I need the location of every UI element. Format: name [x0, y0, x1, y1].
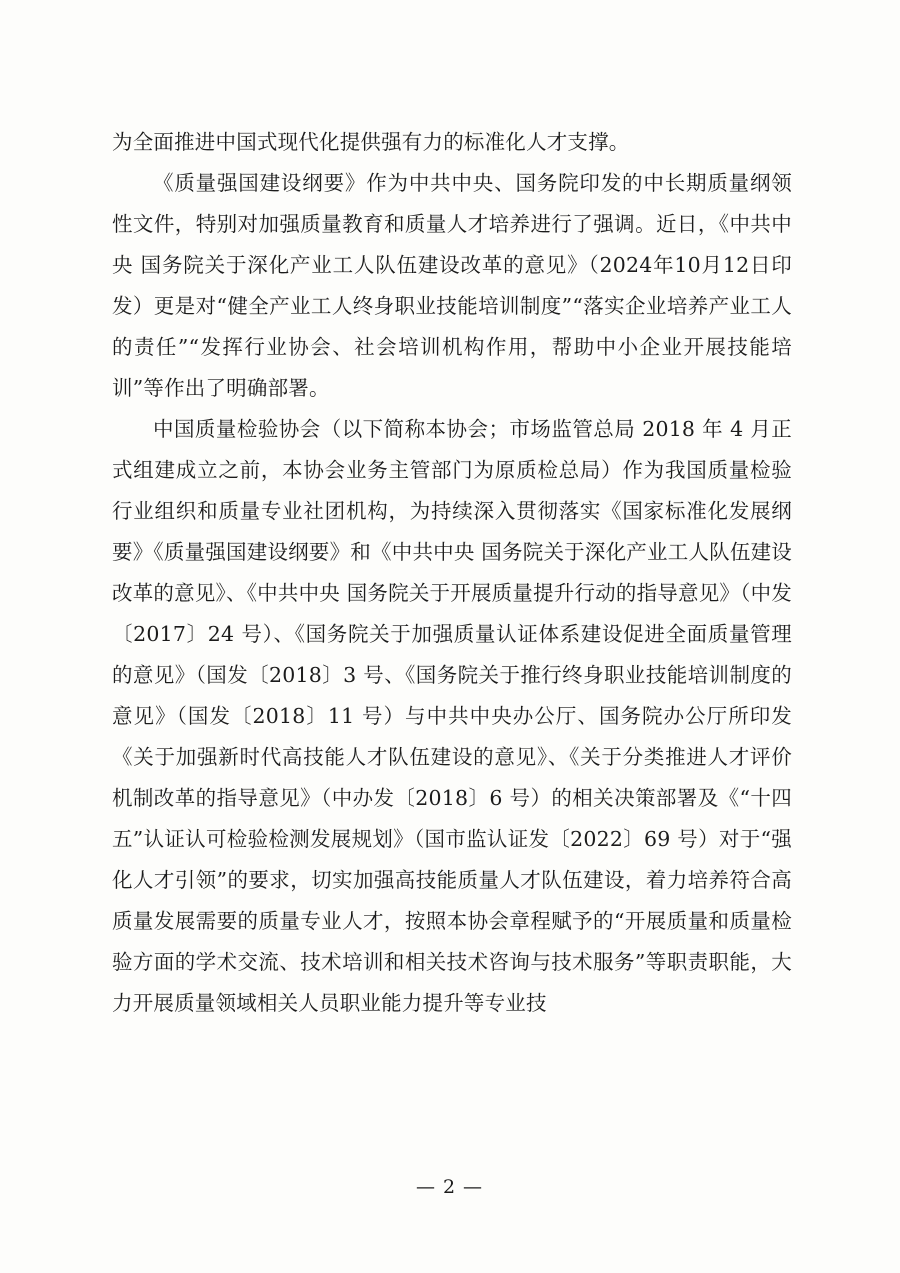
- page-number-block: [410, 1176, 490, 1198]
- page-number: 2: [442, 1176, 458, 1198]
- footer-dash-left: —: [415, 1176, 437, 1198]
- footer-dash-right: —: [463, 1176, 485, 1198]
- paragraph-continuation: 为全面推进中国式现代化提供强有力的标准化人才支撑。: [112, 130, 630, 154]
- paragraph-quality-outline: 《质量强国建设纲要》作为中共中央、国务院印发的中长期质量纲领性文件，特别对加强质量教育和质量人才培养进行了强调。近日，《中共中央 国务院关于深化产业工人队伍建设改革的意见》（2024年10月12日印发）更是对“健全产业工人终身职业技能培训制度”“落实企业培养产业工人的责任”“发挥行业协会、社会培训机构作用，帮助中小企业开展技能培训”等作出了明确部署。: [112, 171, 792, 400]
- paragraph-association: 中国质量检验协会（以下简称本协会；市场监管总局 2018 年 4 月正式组建成立之前，本协会业务主管部门为原质检总局）作为我国质量检验行业组织和质量专业社团机构，为持续深入贯彻落实《国家标准化发展纲要》《质量强国建设纲要》和《中共中央 国务院关于深化产业工人队伍建设改革的意见》、《中共中央 国务院关于开展质量提升行动的指导意见》（中发〔2017〕24 号）、《国务院关于加强质量认证体系建设促进全面质量管理的意见》（国发〔2018〕3 号、《国务院关于推行终身职业技能培训制度的意见》（国发〔2018〕11 号）与中共中央办公厅、国务院办公厅所印发《关于加强新时代高技能人才队伍建设的意见》、《关于分类推进人才评价机制改革的指导意见》（中办发〔2018〕6 号）的相关决策部署及《“十四五”认证认可检验检测发展规划》（国市监认证发〔2022〕69 号）对于“强化人才引领”的要求，切实加强高技能质量人才队伍建设，着力培养符合高质量发展需要的质量专业人才，按照本协会章程赋予的“开展质量和质量检验方面的学术交流、技术培训和相关技术咨询与技术服务”等职责职能，大力开展质量领域相关人员职业能力提升等专业技: [112, 417, 792, 1015]
- page-footer: [0, 1176, 900, 1198]
- page-body: [112, 122, 792, 1024]
